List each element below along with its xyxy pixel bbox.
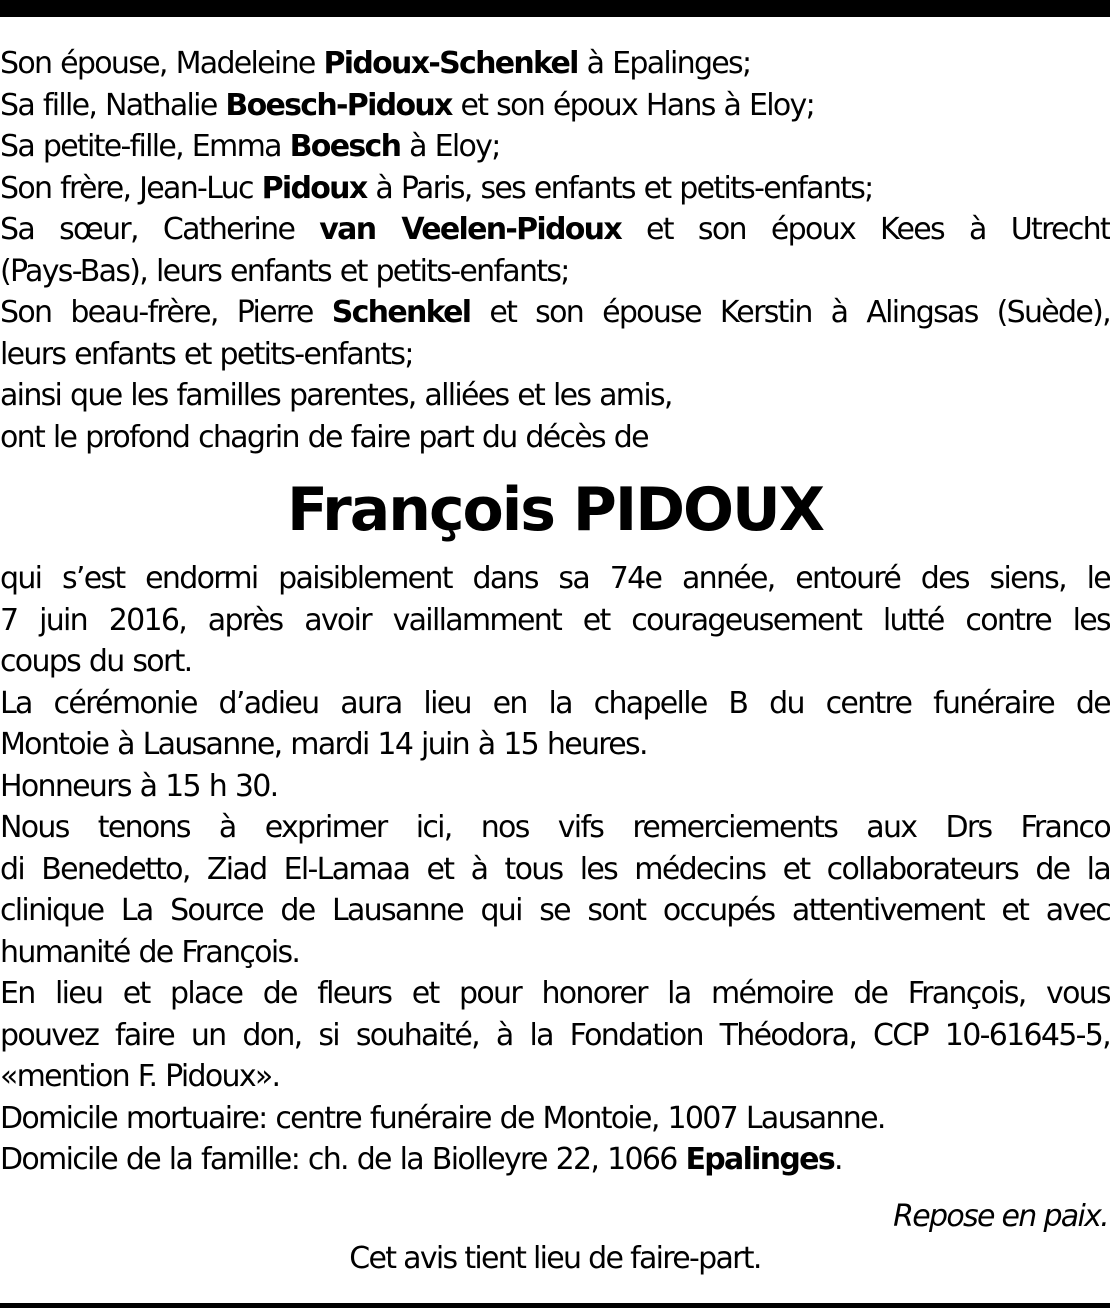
spouse-surname: Pidoux-Schenkel [323,46,578,81]
top-rule [0,0,1110,17]
repose-en-paix: Repose en paix. [893,1199,1108,1234]
family-line-relatives: ainsi que les familles parentes, alliées et les amis, [0,378,672,413]
body-line: 7 juin 2016, après avoir vaillamment et courageusement lutté contre les [0,602,1110,638]
notice-line: Cet avis tient lieu de faire-part. [349,1241,761,1276]
body-line: coups du sort. [0,644,192,679]
body-line: qui s’est endormi paisiblement dans sa 74e année, entouré des siens, le [0,561,1110,596]
obituary-body [0,558,1110,1181]
ceremony-line: La cérémonie d’adieu aura lieu en la chapelle B du centre funéraire de [0,685,1110,721]
thanks-line: clinique La Source de Lausanne qui se sont occupés attentivement et avec [0,893,1110,928]
honours-line: Honneurs à 15 h 30. [0,768,278,804]
family-line-brother: Son frère, Jean-Luc Pidoux à Paris, ses enfants et petits-enfants; [0,170,873,206]
thanks-line: di Benedetto, Ziad El-Lamaa et à tous les médecins et collaborateurs de la [0,851,1110,887]
sister-surname: van Veelen-Pidoux [319,212,621,247]
brother-surname: Pidoux [261,170,367,206]
family-address: Domicile de la famille: ch. de la Biolleyre 22, 1066 Epalinges. [0,1142,842,1177]
donation-line: pouvez faire un don, si souhaité, à la Fondation Théodora, CCP 10-61645-5, [0,1017,1110,1053]
thanks-line: humanité de François. [0,934,300,970]
donation-line: En lieu et place de fleurs et pour honorer la mémoire de François, vous [0,976,1110,1011]
family-town: Epalinges [685,1142,834,1177]
bottom-rule [0,1303,1110,1308]
ceremony-line: Montoie à Lausanne, mardi 14 juin à 15 heures. [0,727,647,762]
family-line-sister-cont: (Pays-Bas), leurs enfants et petits-enfants; [0,253,569,289]
announcement-line: ont le profond chagrin de faire part du décès de [0,419,648,455]
family-list [0,43,1110,458]
family-line-daughter: Sa fille, Nathalie Boesch-Pidoux et son époux Hans à Eloy; [0,87,815,123]
mortuary-address: Domicile mortuaire: centre funéraire de Montoie, 1007 Lausanne. [0,1100,885,1136]
family-line-granddaughter: Sa petite-fille, Emma Boesch à Eloy; [0,129,500,164]
brother-in-law-surname: Schenkel [331,295,471,330]
deceased-name: François PIDOUX [287,475,823,545]
daughter-surname: Boesch-Pidoux [225,87,452,123]
family-line-brother-in-law-cont: leurs enfants et petits-enfants; [0,336,413,372]
family-line-brother-in-law: Son beau-frère, Pierre Schenkel et son épouse Kerstin à Alingsas (Suède), [0,295,1110,330]
family-line-spouse: Son épouse, Madeleine Pidoux-Schenkel à Epalinges; [0,46,751,81]
thanks-line: Nous tenons à exprimer ici, nos vifs remerciements aux Drs Franco [0,810,1110,845]
donation-line: «mention F. Pidoux». [0,1059,280,1094]
family-line-sister: Sa sœur, Catherine van Veelen-Pidoux et son époux Kees à Utrecht [0,212,1110,247]
granddaughter-surname: Boesch [289,129,401,164]
